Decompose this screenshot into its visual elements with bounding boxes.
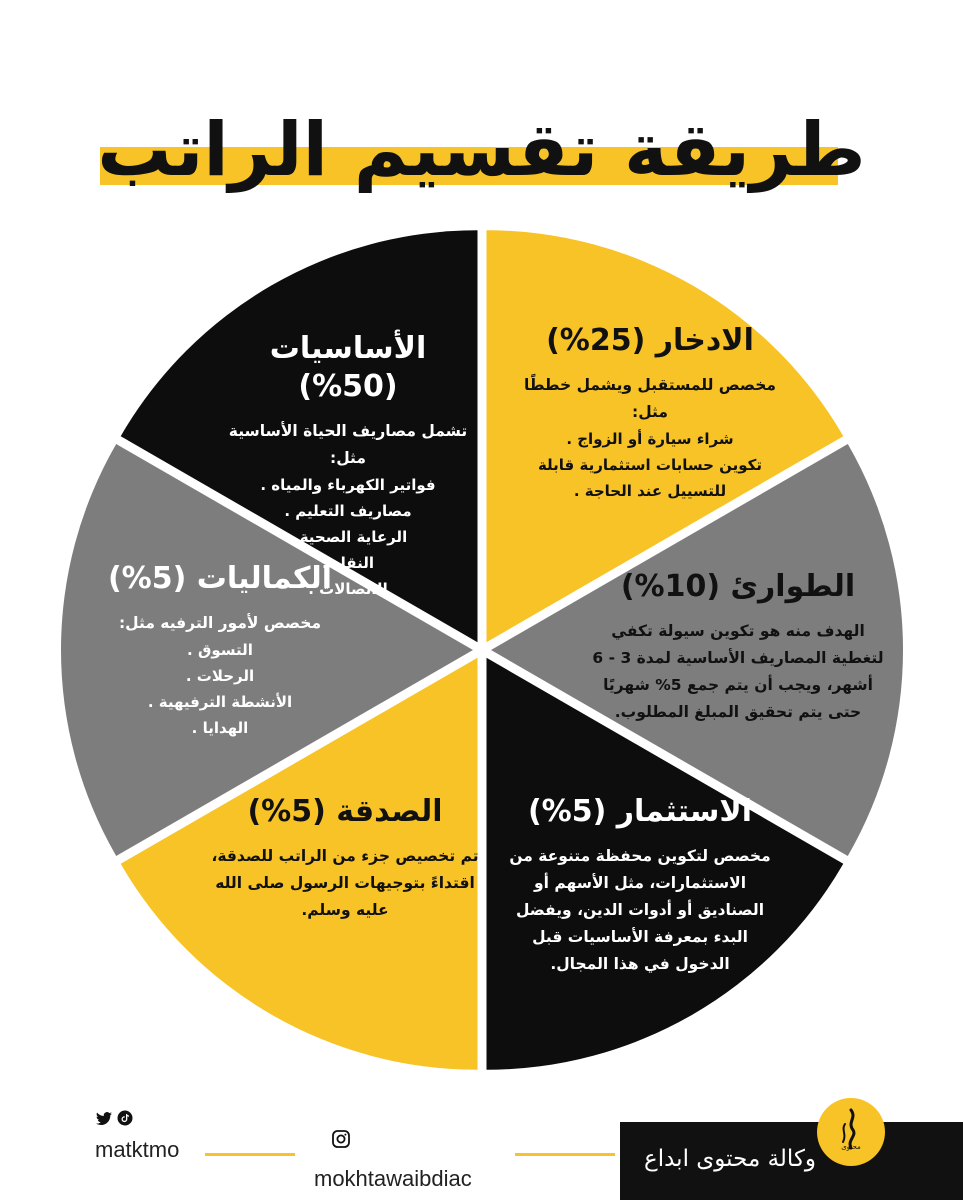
twitter-icon[interactable] — [96, 1112, 112, 1126]
segment-emergency-title: الطوارئ (10%) — [620, 569, 856, 604]
segment-investment-title: الاستثمار (5%) — [527, 794, 753, 829]
segment-savings — [520, 322, 780, 504]
footer — [0, 1080, 963, 1200]
list-item: مصاريف التعليم . — [218, 498, 478, 524]
segment-luxuries-title: الكماليات (5%) — [107, 561, 333, 596]
segment-luxuries-intro: مخصص لأمور الترفيه مثل: — [118, 614, 322, 632]
list-item: فواتير الكهرباء والمياه . — [218, 472, 478, 498]
segment-basics-intro: تشمل مصاريف الحياة الأساسية مثل: — [228, 422, 468, 467]
footer-divider-left — [205, 1153, 295, 1156]
list-item: تكوين حسابات استثمارية قابلة للتسييل عند الحاجة . — [520, 452, 780, 504]
segment-charity — [210, 793, 480, 924]
list-item: الاتصالات . — [218, 576, 478, 602]
segment-charity-body: تم تخصيص جزء من الراتب للصدقة، اقتداءً بتوجيهات الرسول صلى الله عليه وسلم. — [211, 847, 479, 919]
list-item: الرحلات . — [100, 663, 340, 689]
list-item: النقل . — [218, 550, 478, 576]
list-item: التسوق . — [100, 637, 340, 663]
footer-divider-right — [515, 1153, 615, 1156]
instagram-icon[interactable] — [332, 1130, 350, 1148]
segment-basics — [218, 330, 478, 602]
brand-name: وكالة محتوى ابداع — [644, 1146, 816, 1172]
segment-emergency — [588, 568, 888, 726]
list-item: الأنشطة الترفيهية . — [100, 689, 340, 715]
segment-investment — [505, 793, 775, 978]
list-item: الهدايا . — [100, 715, 340, 741]
list-item: الرعاية الصحية . — [218, 524, 478, 550]
segment-basics-title: الأساسيات (50%) — [269, 331, 427, 404]
list-item: شراء سيارة أو الزواج . — [520, 426, 780, 452]
segment-emergency-body: الهدف منه هو تكوين سيولة تكفي لتغطية المصاريف الأساسية لمدة 3 - 6 أشهر، ويجب أن يتم جمع 5% شهريًا حتى يتم تحقيق المبلغ المطلوب. — [592, 622, 884, 721]
logo-mark-icon — [817, 1098, 885, 1166]
page-title: طريقة تقسيم الراتب — [97, 107, 866, 193]
tiktok-icon[interactable] — [117, 1110, 133, 1126]
logo-icon — [817, 1098, 885, 1166]
segment-savings-title: الادخار (25%) — [546, 323, 754, 358]
segment-savings-intro: مخصص للمستقبل ويشمل خططًا مثل: — [524, 376, 776, 421]
segment-investment-body: مخصص لتكوين محفظة متنوعة من الاستثمارات، مثل الأسهم أو الصناديق أو أدوات الدين، ويفضل البدء بمعرفة الأساسيات قبل الدخول في هذا المجال. — [509, 847, 771, 973]
logo-caption: محتوى — [841, 1143, 861, 1151]
segment-charity-title: الصدقة (5%) — [247, 794, 443, 829]
handle-center[interactable]: mokhtawaibdiac — [314, 1166, 472, 1191]
handle-left[interactable]: matktmo — [95, 1137, 180, 1162]
